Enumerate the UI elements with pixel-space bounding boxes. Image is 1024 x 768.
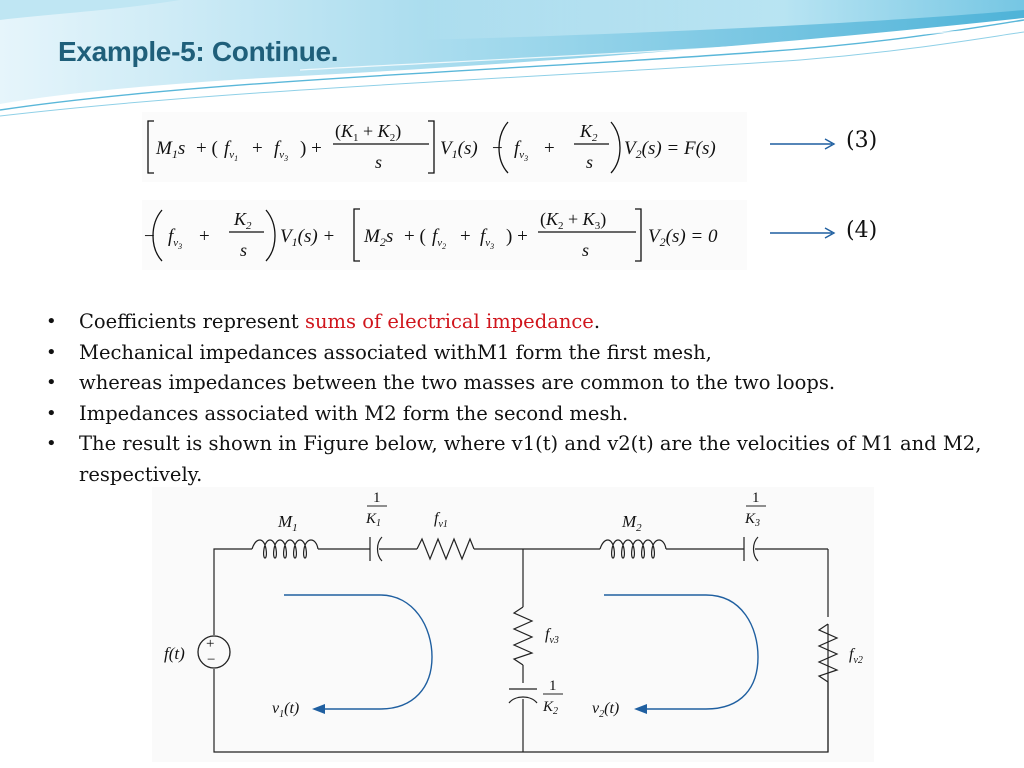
svg-text:M1s: $M_1s$ (156, 138, 186, 161)
fv2-label: f (849, 646, 854, 663)
svg-text:K2 (542, 699, 558, 717)
source-plus-label: + (206, 636, 215, 652)
resistor-fv3 (514, 607, 532, 665)
k1-label: K (366, 511, 377, 527)
circuit-diagram (152, 487, 874, 762)
k3-subscript: 3 (755, 518, 761, 529)
fv1-label: f (434, 510, 439, 527)
svg-text:(K2 + K3): $(K_2 + K_3)$ (540, 209, 607, 232)
bullet-text-before: Coefficients represent (79, 310, 305, 333)
fv3-label: f (545, 626, 550, 643)
inductor-m2 (600, 540, 666, 558)
svg-text:fv3 (545, 626, 559, 646)
m2-subscript: 2 (636, 522, 642, 534)
svg-text:fv1: $f_v1$ (224, 138, 239, 163)
arrow-right-icon (770, 137, 838, 151)
fv3-subscript: v3 (549, 635, 559, 646)
m1-label: M (278, 512, 293, 531)
highlighted-text: sums of electrical impedance (304, 310, 594, 333)
m1-subscript: 1 (292, 522, 298, 534)
source-label: f(t) (164, 644, 185, 663)
source-minus-label: − (207, 652, 216, 668)
svg-text:fv3: $f_v3$ (274, 138, 289, 163)
svg-text:s: s (586, 152, 594, 172)
k2-subscript: 2 (553, 706, 559, 717)
fv2-subscript: v2 (853, 655, 863, 666)
svg-text:+: + (199, 226, 210, 247)
bullet-text-after: . (593, 310, 601, 333)
svg-text:fv3: $f_v3$ (168, 226, 183, 251)
fv1-subscript: v1 (438, 519, 448, 530)
svg-text:fv3: $f_v3$ (480, 226, 495, 251)
mesh-2-loop-arrow (604, 595, 758, 709)
bullet-item: • Mechanical impedances associated withM1 form the first mesh, (44, 338, 1004, 369)
svg-text:V2(s) = 0: $V_2(s) = 0$ (648, 226, 718, 249)
svg-text:K2: $K_2$ (234, 209, 252, 232)
v2-label: v (592, 700, 600, 717)
equation-4 (142, 200, 747, 270)
svg-text:fv3: $f_v3$ (514, 138, 529, 163)
svg-text:V2(s) = F(s): $V_2(s) = F(s)$ (624, 138, 716, 161)
bullet-item: • The result is shown in Figure below, where v1(t) and v2(t) are the velocities of M1 and M2, respectively. (44, 429, 1004, 490)
v2-subscript: 2 (599, 709, 605, 720)
k1-numerator: 1 (373, 490, 381, 506)
equation-4-graphic (142, 200, 747, 270)
svg-text:s: s (375, 152, 383, 172)
svg-text:V1(s) +: $V_1(s)$ + (280, 226, 336, 249)
svg-text:V1(s): $V_1(s)$ (440, 138, 478, 161)
slide-title: Example-5: Continue. (58, 36, 339, 67)
arrowhead-icon (312, 704, 325, 714)
svg-text:M1 (277, 512, 298, 534)
inductor-m1 (252, 540, 318, 558)
k1-subscript: 1 (376, 518, 382, 529)
k3-label: K (745, 511, 756, 527)
svg-text:M2s: $M_2s$ (364, 226, 394, 249)
wire-left-top (214, 549, 252, 635)
equation-number-3: (3) (846, 128, 878, 153)
svg-text:K3 (744, 511, 760, 529)
svg-text:+ (: + ( (404, 226, 426, 247)
svg-text:fv2: $f_v2$ (432, 226, 447, 251)
svg-text:fv2 (849, 646, 863, 666)
k2-label: K (543, 699, 554, 715)
mesh-1-loop-arrow (284, 595, 432, 709)
resistor-fv1 (417, 539, 474, 559)
k2-numerator: 1 (549, 678, 557, 694)
svg-text:s: s (582, 240, 590, 260)
svg-text:+: + (544, 138, 555, 159)
svg-text:) +: ) + (300, 138, 322, 159)
m2-label: M (622, 512, 637, 531)
svg-text:v1(t) (272, 700, 299, 720)
circuit-figure (152, 487, 874, 762)
svg-text:+: + (460, 226, 471, 247)
svg-text:K2: $K_2$ (580, 121, 598, 144)
equation-number-4: (4) (846, 218, 878, 243)
svg-text:−: − (492, 138, 503, 159)
svg-text:+: + (252, 138, 263, 159)
arrowhead-icon (634, 704, 647, 714)
v1-subscript: 1 (279, 709, 285, 720)
k3-numerator: 1 (752, 490, 760, 506)
svg-text:) +: ) + (506, 226, 528, 247)
svg-text:v2(t) (592, 700, 619, 720)
equation-3 (142, 112, 747, 182)
bullet-item: • Impedances associated with M2 form the second mesh. (44, 399, 1004, 430)
wire-bottom (214, 624, 828, 752)
v1-label: v (272, 700, 280, 717)
svg-text:−: − (144, 226, 155, 247)
bullet-item (44, 307, 1004, 338)
svg-text:M2 (621, 512, 642, 534)
v2-argument: (t) (604, 700, 620, 717)
svg-text:K1 (365, 511, 381, 529)
bullet-item: • whereas impedances between the two masses are common to the two loops. (44, 368, 1004, 399)
bullet-list (44, 307, 1004, 490)
equation-3-graphic (142, 112, 747, 182)
svg-text:(K1 + K2): $(K_1 + K_2)$ (335, 121, 402, 144)
svg-text:+ (: + ( (196, 138, 218, 159)
svg-text:s: s (240, 240, 248, 260)
v1-argument: (t) (284, 700, 300, 717)
svg-text:fv1 (434, 510, 448, 530)
arrow-right-icon (770, 226, 838, 240)
